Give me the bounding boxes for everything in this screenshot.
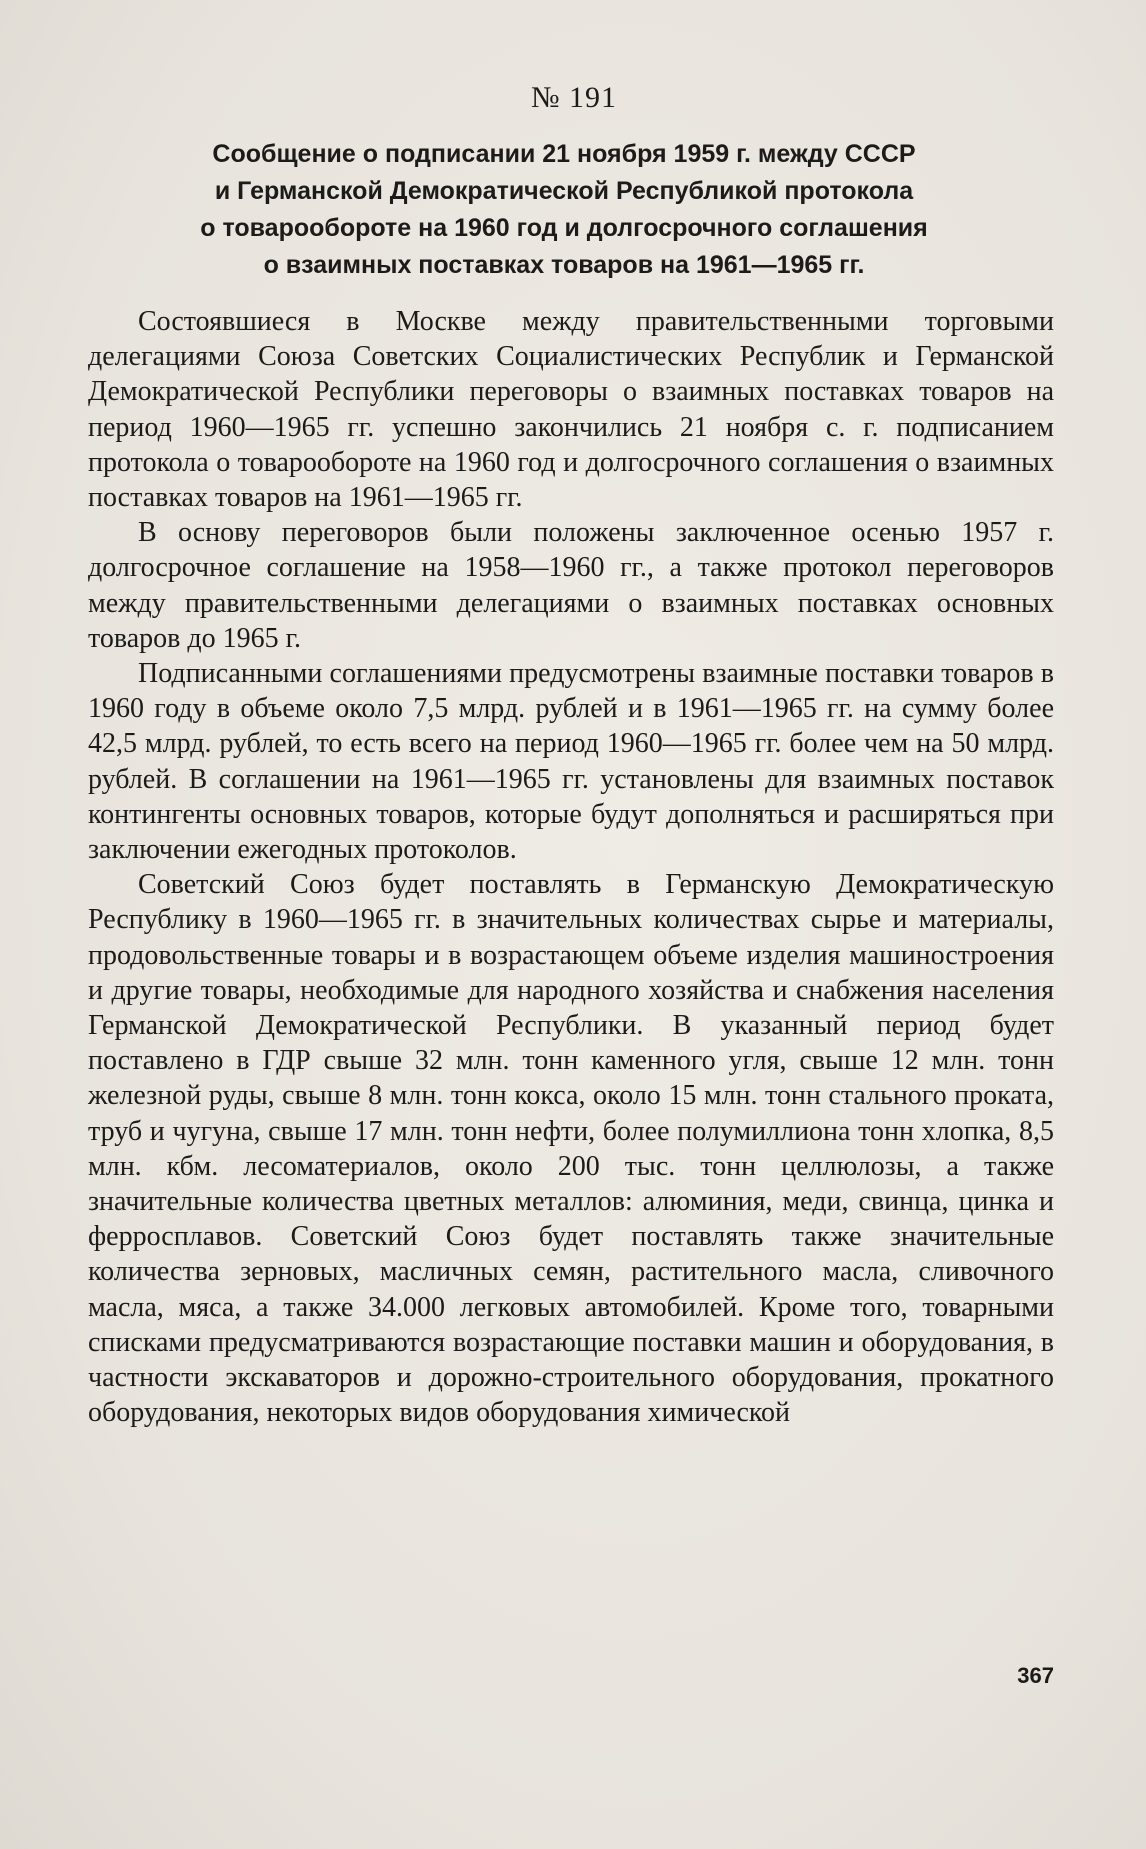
title-line: о взаимных поставках товаров на 1961—1965 гг. — [263, 251, 865, 279]
paragraph-soviet-supplies: Советский Союз будет поставлять в Германскую Демократическую Республику в 1960—1965 гг. в значительных количествах сырье и материалы, продовольственные товары и в возрастающем объеме изделия машиностроения и другие товары, необходимые для народного хозяйства и снабжения населения Германской Демократической Республики. В указанный период будет поставлено в ГДР свыше 32 млн. тонн каменного угля, свыше 12 млн. тонн железной руды, свыше 8 млн. тонн кокса, около 15 млн. тонн стального проката, труб и чугуна, свыше 17 млн. тонн нефти, более полумиллиона тонн хлопка, 8,5 млн. кбм. лесоматериалов, около 200 тыс. тонн целлюлозы, а также значительные количества цветных металлов: алюминия, меди, свинца, цинка и ферросплавов. Советский Союз будет поставлять также значительные количества зерновых, масличных семян, растительного масла, сливочного масла, мяса, а также 34.000 легковых автомобилей. Кроме того, товарными списками предусматриваются возрастающие поставки машин и оборудования, в частности экскаваторов и дорожно-строительного оборудования, прокатного оборудования, некоторых видов оборудования химической — [88, 869, 1054, 1429]
title-line: и Германской Демократической Республикой протокола — [214, 177, 914, 205]
paragraph-negotiations: Состоявшиеся в Москве между правительственными торговыми делегациями Союза Советских Социалистических Республик и Германской Демократической Республики переговоры о взаимных поставках товаров на период 1960—1965 гг. успешно закончились 21 ноября с. г. подписанием протокола о товарообороте на 1960 год и долгосрочного соглашения о взаимных поставках товаров на 1961—1965 гг. — [88, 306, 1054, 514]
paragraph-basis: В основу переговоров были положены заключенное осенью 1957 г. долгосрочное соглашение на 1958—1960 гг., а также протокол переговоров между правительственными делегациями о взаимных поставках основных товаров до 1965 г. — [88, 517, 1054, 654]
page-number: 367 — [1017, 1663, 1054, 1688]
document-number: № 191 — [530, 81, 618, 114]
title-line: Сообщение о подписании 21 ноября 1959 г. между СССР — [212, 140, 916, 168]
document-title — [88, 136, 1054, 284]
page-text-block — [88, 80, 1054, 1431]
title-line: о товарообороте на 1960 год и долгосрочного соглашения — [200, 214, 928, 242]
paragraph-volumes: Подписанными соглашениями предусмотрены взаимные поставки товаров в 1960 году в объеме около 7,5 млрд. рублей и в 1961—1965 гг. на сумму более 42,5 млрд. рублей, то есть всего на период 1960—1965 гг. более чем на 50 млрд. рублей. В соглашении на 1961—1965 гг. установлены для взаимных поставок контингенты основных товаров, которые будут дополняться и расширяться при заключении ежегодных протоколов. — [88, 658, 1054, 866]
